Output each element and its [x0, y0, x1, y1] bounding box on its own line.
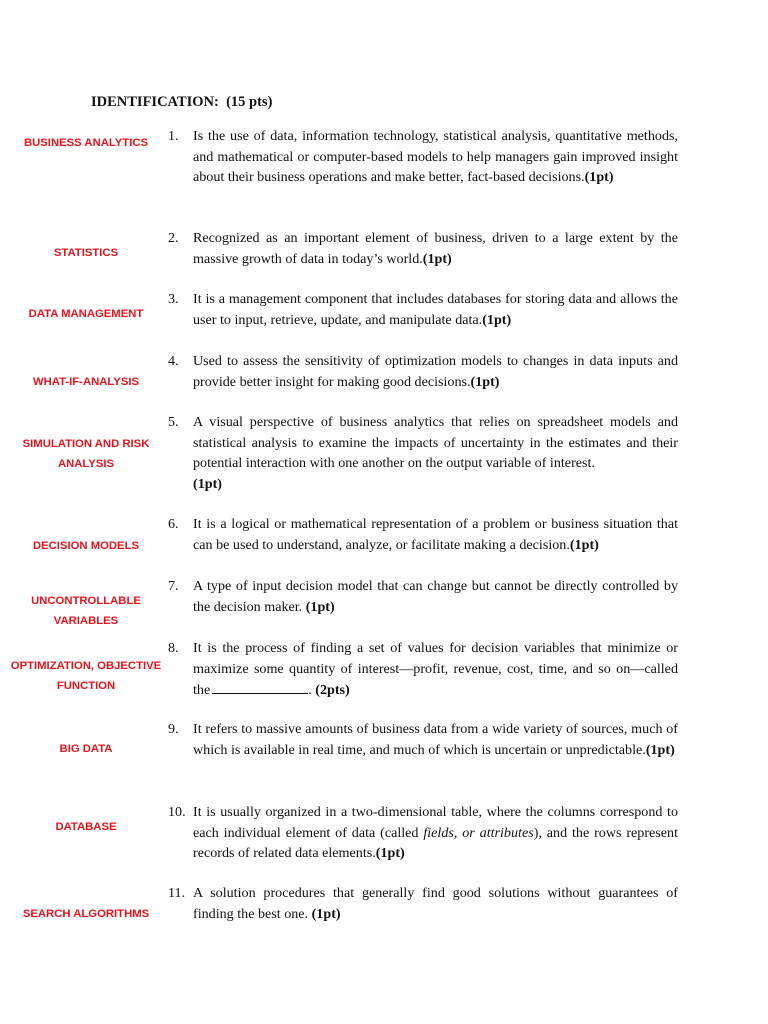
question-1: [168, 126, 678, 188]
question-text: Is the use of data, information technology, statistical analysis, quantitative methods, and mathematical or computer-based models to help managers gain improved insight about their business operations and make better, fact-based decisions.(1pt): [193, 128, 678, 186]
question-text: A solution procedures that generally find good solutions without guarantees of finding the best one. (1pt): [193, 885, 678, 922]
points-label: (1pt): [422, 250, 452, 267]
answer-6: DECISION MODELS: [32, 540, 140, 552]
question-number: 8.: [168, 640, 179, 656]
question-number: 9.: [168, 721, 179, 737]
question-4: [168, 351, 678, 392]
answer-10: DATABASE: [55, 821, 117, 833]
points-label: (1pt): [470, 373, 500, 390]
question-8: [168, 638, 678, 701]
answer-blank: [212, 679, 308, 694]
points-label: (2pts): [315, 682, 350, 699]
points-label: (1pt): [569, 536, 599, 553]
points-label: (1pt): [482, 311, 512, 328]
question-10: [168, 802, 678, 864]
question-3: [168, 289, 678, 330]
question-text: A type of input decision model that can change but cannot be directly controlled by the decision maker. (1pt): [193, 578, 678, 615]
question-number: 5.: [168, 414, 179, 430]
question-5: [168, 412, 678, 494]
question-text: Recognized as an important element of business, driven to a large extent by the massive growth of data in today’s world.(1pt): [193, 230, 678, 267]
points-label: (1pt): [584, 169, 614, 186]
question-number: 6.: [168, 516, 179, 532]
question-number: 7.: [168, 578, 179, 594]
points-label: (1pt): [645, 741, 675, 758]
question-7: [168, 576, 678, 617]
question-11: [168, 883, 678, 924]
question-text: It is a logical or mathematical representation of a problem or business situation that can be used to understand, analyze, or facilitate making a decision.(1pt): [193, 516, 678, 553]
answer-11: SEARCH ALGORITHMS: [22, 908, 150, 920]
answer-5: SIMULATION AND RISK ANALYSIS: [22, 438, 150, 470]
question-6: [168, 514, 678, 555]
question-text: A visual perspective of business analytics that relies on spreadsheet models and statistical analysis to examine the impacts of uncertainty in the estimates and their potential interaction with one another on the output variable of interest. (1pt): [193, 414, 678, 492]
answer-3: DATA MANAGEMENT: [28, 308, 144, 320]
points-label: (1pt): [375, 845, 405, 862]
question-number: 2.: [168, 230, 179, 246]
points-label: (1pt): [305, 598, 335, 615]
question-2: [168, 228, 678, 269]
answer-4: WHAT-IF-ANALYSIS: [32, 376, 140, 388]
question-number: 3.: [168, 291, 179, 307]
question-number: 1.: [168, 128, 179, 144]
question-text: It is a management component that includes databases for storing data and allows the user to input, retrieve, update, and manipulate data.(1pt): [193, 291, 678, 328]
question-9: [168, 719, 678, 760]
question-number: 4.: [168, 353, 179, 369]
question-text: Used to assess the sensitivity of optimization models to changes in data inputs and provide better insight for making good decisions.(1pt): [193, 353, 678, 390]
answer-8: OPTIMIZATION, OBJECTIVE FUNCTION: [10, 660, 162, 692]
points-label: (1pt): [311, 905, 341, 922]
points-label: (1pt): [193, 475, 222, 492]
answer-7: UNCONTROLLABLE VARIABLES: [31, 595, 141, 627]
question-text: It refers to massive amounts of business data from a wide variety of sources, much of which is available in real time, and much of which is uncertain or unpredictable.(1pt): [193, 721, 678, 758]
answer-9: BIG DATA: [59, 743, 113, 755]
answer-1: BUSINESS ANALYTICS: [23, 137, 149, 149]
question-number: 11.: [168, 885, 186, 901]
question-text: It is usually organized in a two-dimensional table, where the columns correspond to each individual element of data (called fields, or attributes), and the rows represent records of related data elements.(1pt): [193, 804, 678, 862]
question-number: 10.: [168, 804, 186, 820]
page-title: IDENTIFICATION: (15 pts): [91, 94, 273, 110]
question-text: It is the process of finding a set of values for decision variables that minimize or maximize some quantity of interest—profit, revenue, cost, time, and so on—called the . (2pts): [193, 640, 678, 699]
answer-2: STATISTICS: [53, 247, 119, 259]
